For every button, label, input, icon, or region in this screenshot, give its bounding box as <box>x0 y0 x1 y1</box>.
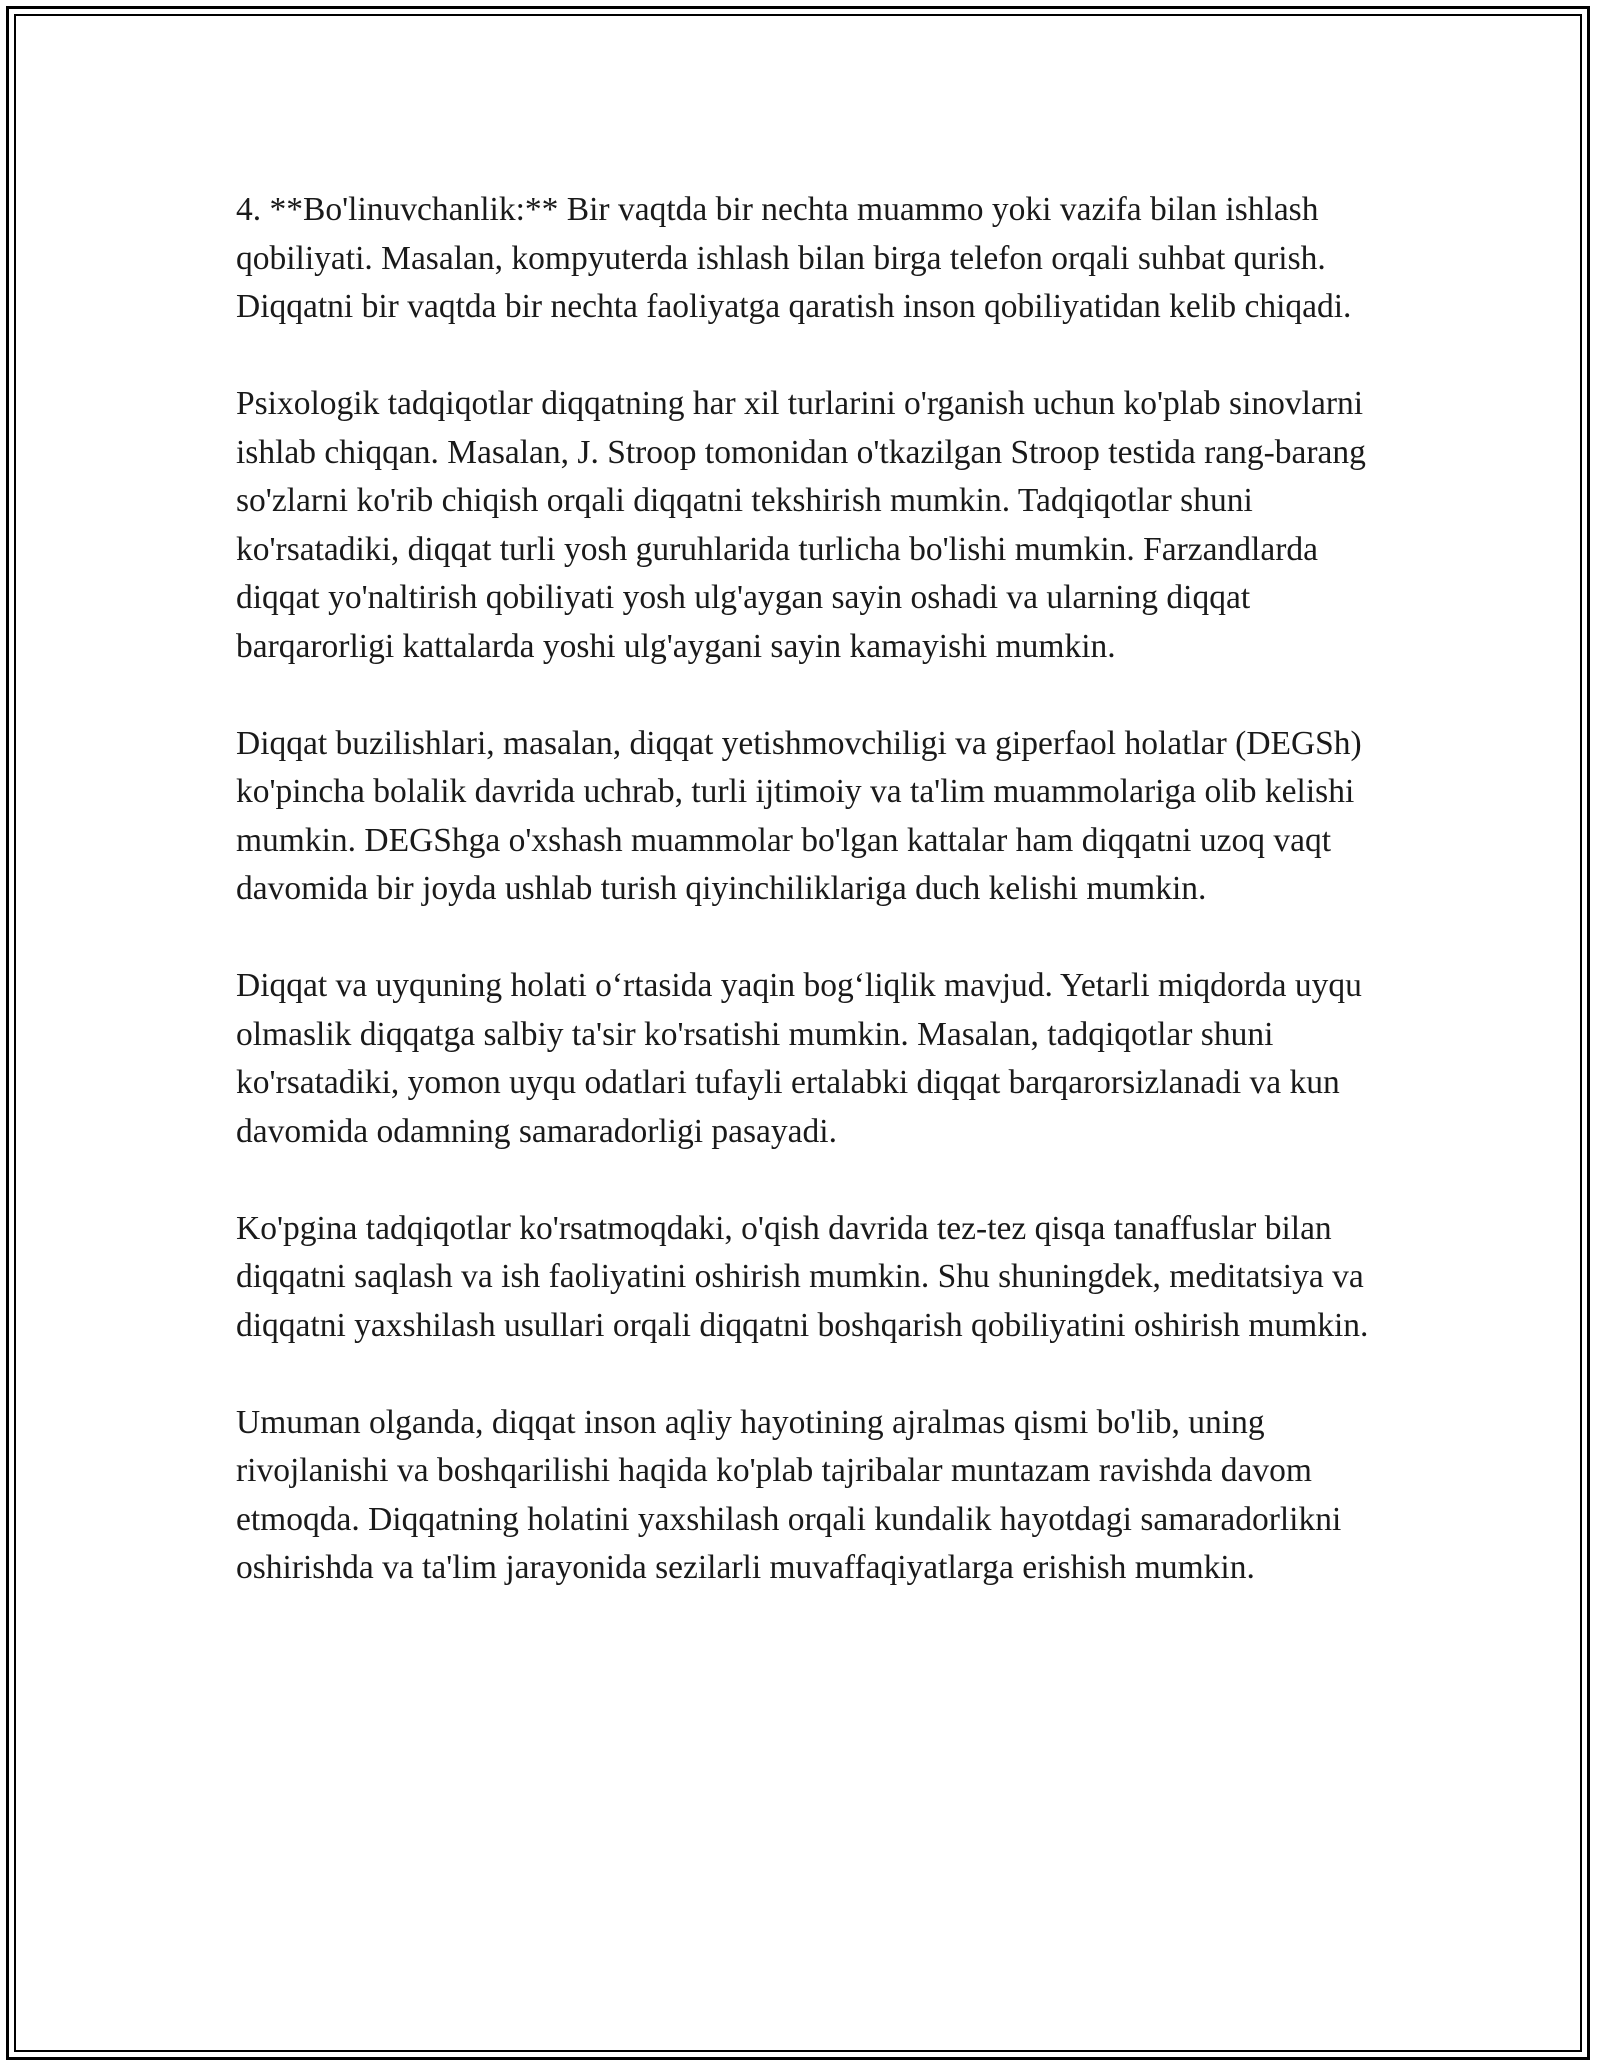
paragraph-attention-and-sleep: Diqqat va uyquning holati o‘rtasida yaqin bog‘liqlik mavjud. Yetarli miqdorda uyqu olmaslik diqqatga salbiy ta'sir ko'rsatishi mumkin. Masalan, tadqiqotlar shuni ko'rsatadiki, yomon uyqu odatlari tufayli ertalabki diqqat barqarorsizlanadi va kun davomida odamning samaradorligi pasayadi. <box>236 967 1362 1150</box>
document-body <box>236 186 1396 1641</box>
paragraph-conclusion: Umuman olganda, diqqat inson aqliy hayotining ajralmas qismi bo'lib, uning rivojlanishi va boshqarilishi haqida ko'plab tajribalar muntazam ravishda davom etmoqda. Diqqatning holatini yaxshilash orqali kundalik hayotdagi samaradorlikni oshirishda va ta'lim jarayonida sezilarli muvaffaqiyatlarga erishish mumkin. <box>236 1403 1342 1586</box>
paragraph-attention-disorders: Diqqat buzilishlari, masalan, diqqat yetishmovchiligi va giperfaol holatlar (DEGSh) ko'pincha bolalik davrida uchrab, turli ijtimoiy va ta'lim muammolariga olib kelishi mumkin. DEGShga o'xshash muammolar bo'lgan kattalar ham diqqatni uzoq vaqt davomida bir joyda ushlab turish qiyinchiliklariga duch kelishi mumkin. <box>236 724 1362 907</box>
paragraph-breaks-and-meditation: Ko'pgina tadqiqotlar ko'rsatmoqdaki, o'qish davrida tez-tez qisqa tanaffuslar bilan diqqatni saqlash va ish faoliyatini oshirish mumkin. Shu shuningdek, meditatsiya va diqqatni yaxshilash usullari orqali diqqatni boshqarish qobiliyatini oshirish mumkin. <box>236 1209 1369 1344</box>
paragraph-psychological-tests: Psixologik tadqiqotlar diqqatning har xil turlarini o'rganish uchun ko'plab sinovlarni ishlab chiqqan. Masalan, J. Stroop tomonidan o'tkazilgan Stroop testida rang-barang so'zlarni ko'rib chiqish orqali diqqatni tekshirish mumkin. Tadqiqotlar shuni ko'rsatadiki, diqqat turli yosh guruhlarida turlicha bo'lishi mumkin. Farzandlarda diqqat yo'naltirish qobiliyati yosh ulg'aygan sayin oshadi va ularning diqqat barqarorligi kattalarda yoshi ulg'aygani sayin kamayishi mumkin. <box>236 385 1366 665</box>
paragraph-divisibility: 4. **Bo'linuvchanlik:** Bir vaqtda bir nechta muammo yoki vazifa bilan ishlash qobiliyati. Masalan, kompyuterda ishlash bilan birga telefon orqali suhbat qurish. Diqqatni bir vaqtda bir nechta faoliyatga qaratish inson qobiliyatidan kelib chiqadi. <box>236 191 1352 325</box>
